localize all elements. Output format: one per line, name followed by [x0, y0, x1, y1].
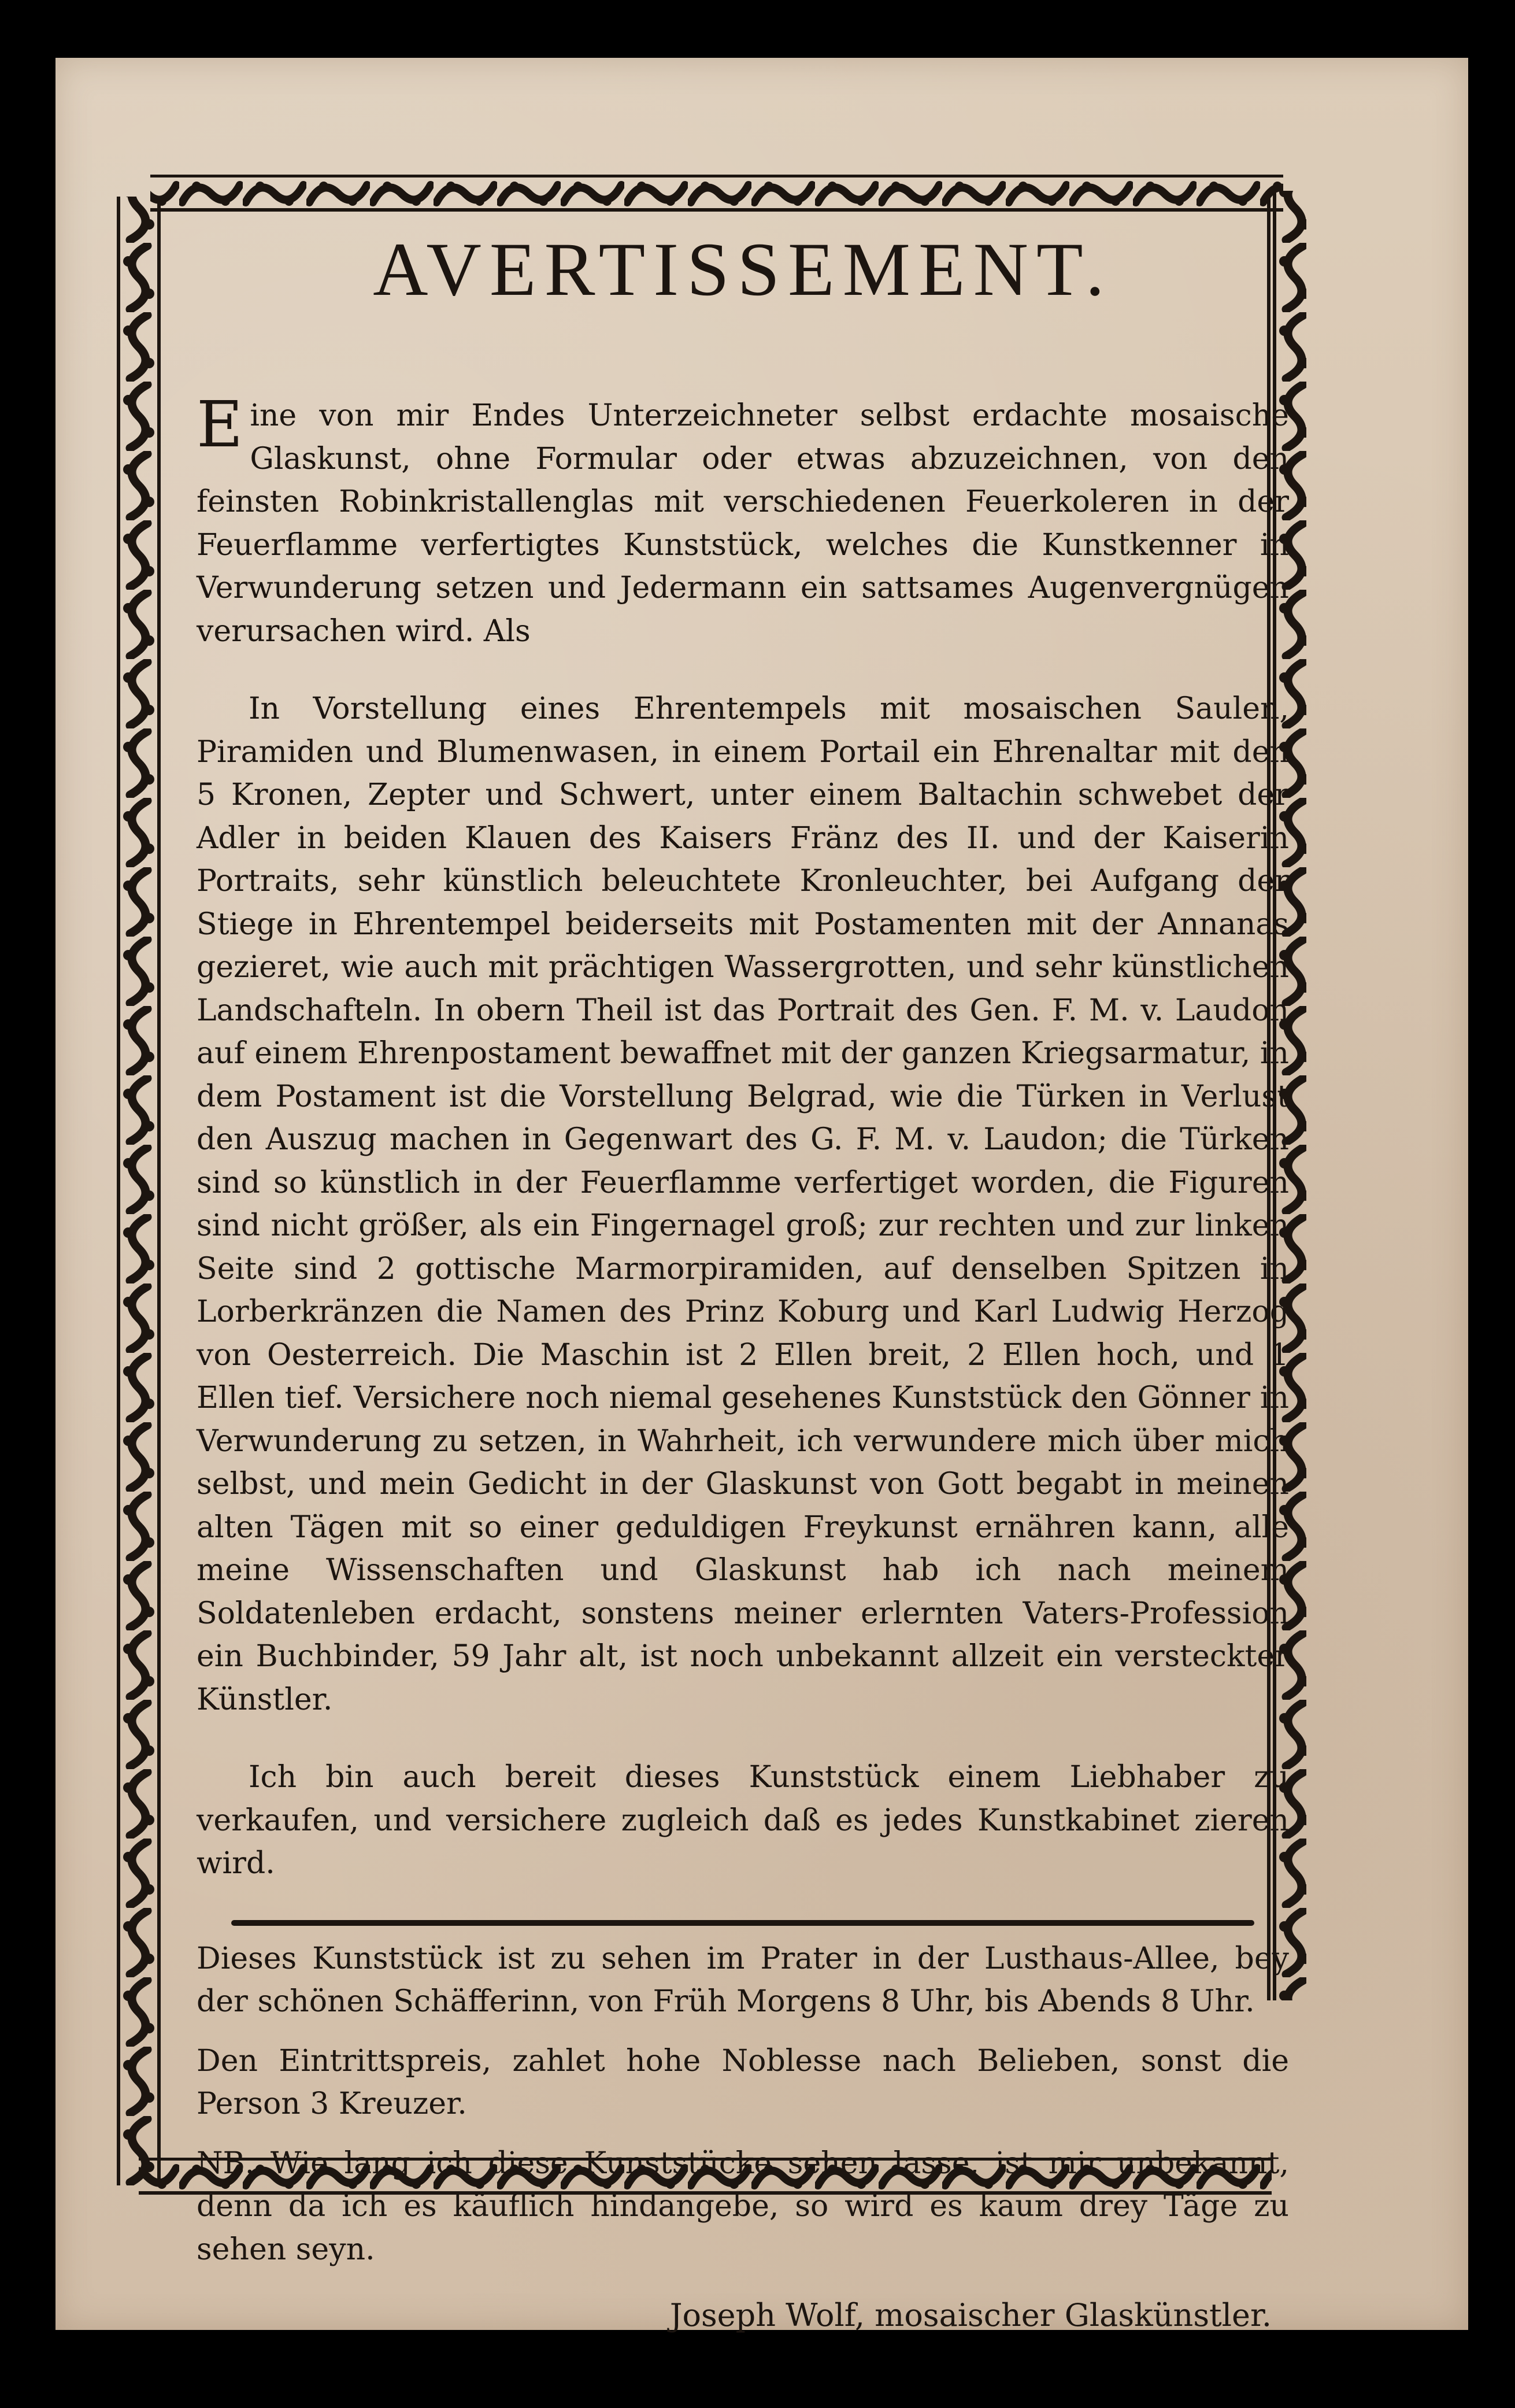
- signature: Joseph Wolf, mosaischer Glaskünstler.: [669, 2297, 1272, 2333]
- page-title: AVERTISSEMENT.: [373, 227, 1113, 312]
- paragraph-intro: [197, 387, 1289, 653]
- paragraph-intro-text: ine von mir Endes Unterzeichneter selbst erdachte mosaische Glaskunst, ohne Formular oder etwas abzuzeichnen, von den feinsten Robinkristallenglas mit verschiedenen Feuerkoleren in der Feuerflamme verfertigtes Kunststück, welches die Kunstkenner in Verwunderung setzen und Jedermann ein sattsames Augenvergnügen verursachen wird. Als: [197, 398, 1289, 649]
- paragraph-description: In Vorstellung eines Ehrentempels mit mosaischen Saulen, Piramiden und Blumenwasen, in einem Portail ein Ehrenaltar mit den 5 Kronen, Zepter und Schwert, unter einem Baltachin schwebet der Adler in beiden Klauen des Kaisers Fränz des II. und der Kaiserin Portraits, sehr künstlich beleuchtete Kronleuchter, bei Aufgang der Stiege in Ehrentempel beiderseits mit Postamenten mit der Annanas gezieret, wie auch mit prächtigen Wassergrotten, und sehr künstlichen Landschafteln. In obern Theil ist das Portrait des Gen. F. M. v. Laudon auf einem Ehrenpostament bewaffnet mit der ganzen Kriegsarmatur, in dem Postament ist die Vorstellung Belgrad, wie die Türken in Verlust den Auszug machen in Gegenwart des G. F. M. v. Laudon; die Türken sind so künstlich in der Feuerflamme verfertiget worden, die Figuren sind nicht größer, als ein Fingernagel groß; zur rechten und zur linken Seite sind 2 gottische Marmorpiramiden, auf denselben Spitzen in Lorberkränzen die Namen des Prinz Koburg und Karl Ludwig Herzog von Oesterreich. Die Maschin ist 2 Ellen breit, 2 Ellen hoch, und 1 Ellen tief. Versichere noch niemal gesehenes Kunststück den Gönner in Verwunderung zu setzen, in Wahrheit, ich verwundere mich über mich selbst, und mein Gedicht in der Glaskunst von Gott begabt in meinen alten Tägen mit so einer geduldigen Freykunst ernähren kann, alle meine Wissenschaften und Glaskunst hab ich nach meinem Soldatenleben erdacht, sonstens meiner erlernten Vaters-Profession ein Buchbinder, 59 Jahr alt, ist noch unbekannt allzeit ein versteckter Künstler.: [197, 691, 1289, 1717]
- paragraph-offer: Ich bin auch bereit dieses Kunststück einem Liebhaber zu verkaufen, und versichere zugleich daß es jedes Kunstkabinet zieren wird.: [197, 1760, 1289, 1881]
- notice-location: Dieses Kunststück ist zu sehen im Prater in der Lusthaus-Allee, bey der schönen Schäfferinn, von Früh Morgens 8 Uhr, bis Abends 8 Uhr.: [197, 1941, 1289, 2019]
- notice-admission: Den Eintrittspreis, zahlet hohe Noblesse nach Belieben, sonst die Person 3 Kreuzer.: [197, 2043, 1289, 2121]
- notice-nb: NB. Wie lang ich diese Kunststücke sehen lasse, ist mir unbekannt, denn da ich es käuflich hindangebe, so wird es kaum drey Täge zu sehen seyn.: [197, 2146, 1289, 2267]
- document-content: [197, 227, 1289, 2333]
- border-top: [150, 173, 1283, 214]
- drop-cap: E: [197, 387, 243, 461]
- divider-rule: [231, 1920, 1254, 1926]
- border-left: [116, 197, 162, 2185]
